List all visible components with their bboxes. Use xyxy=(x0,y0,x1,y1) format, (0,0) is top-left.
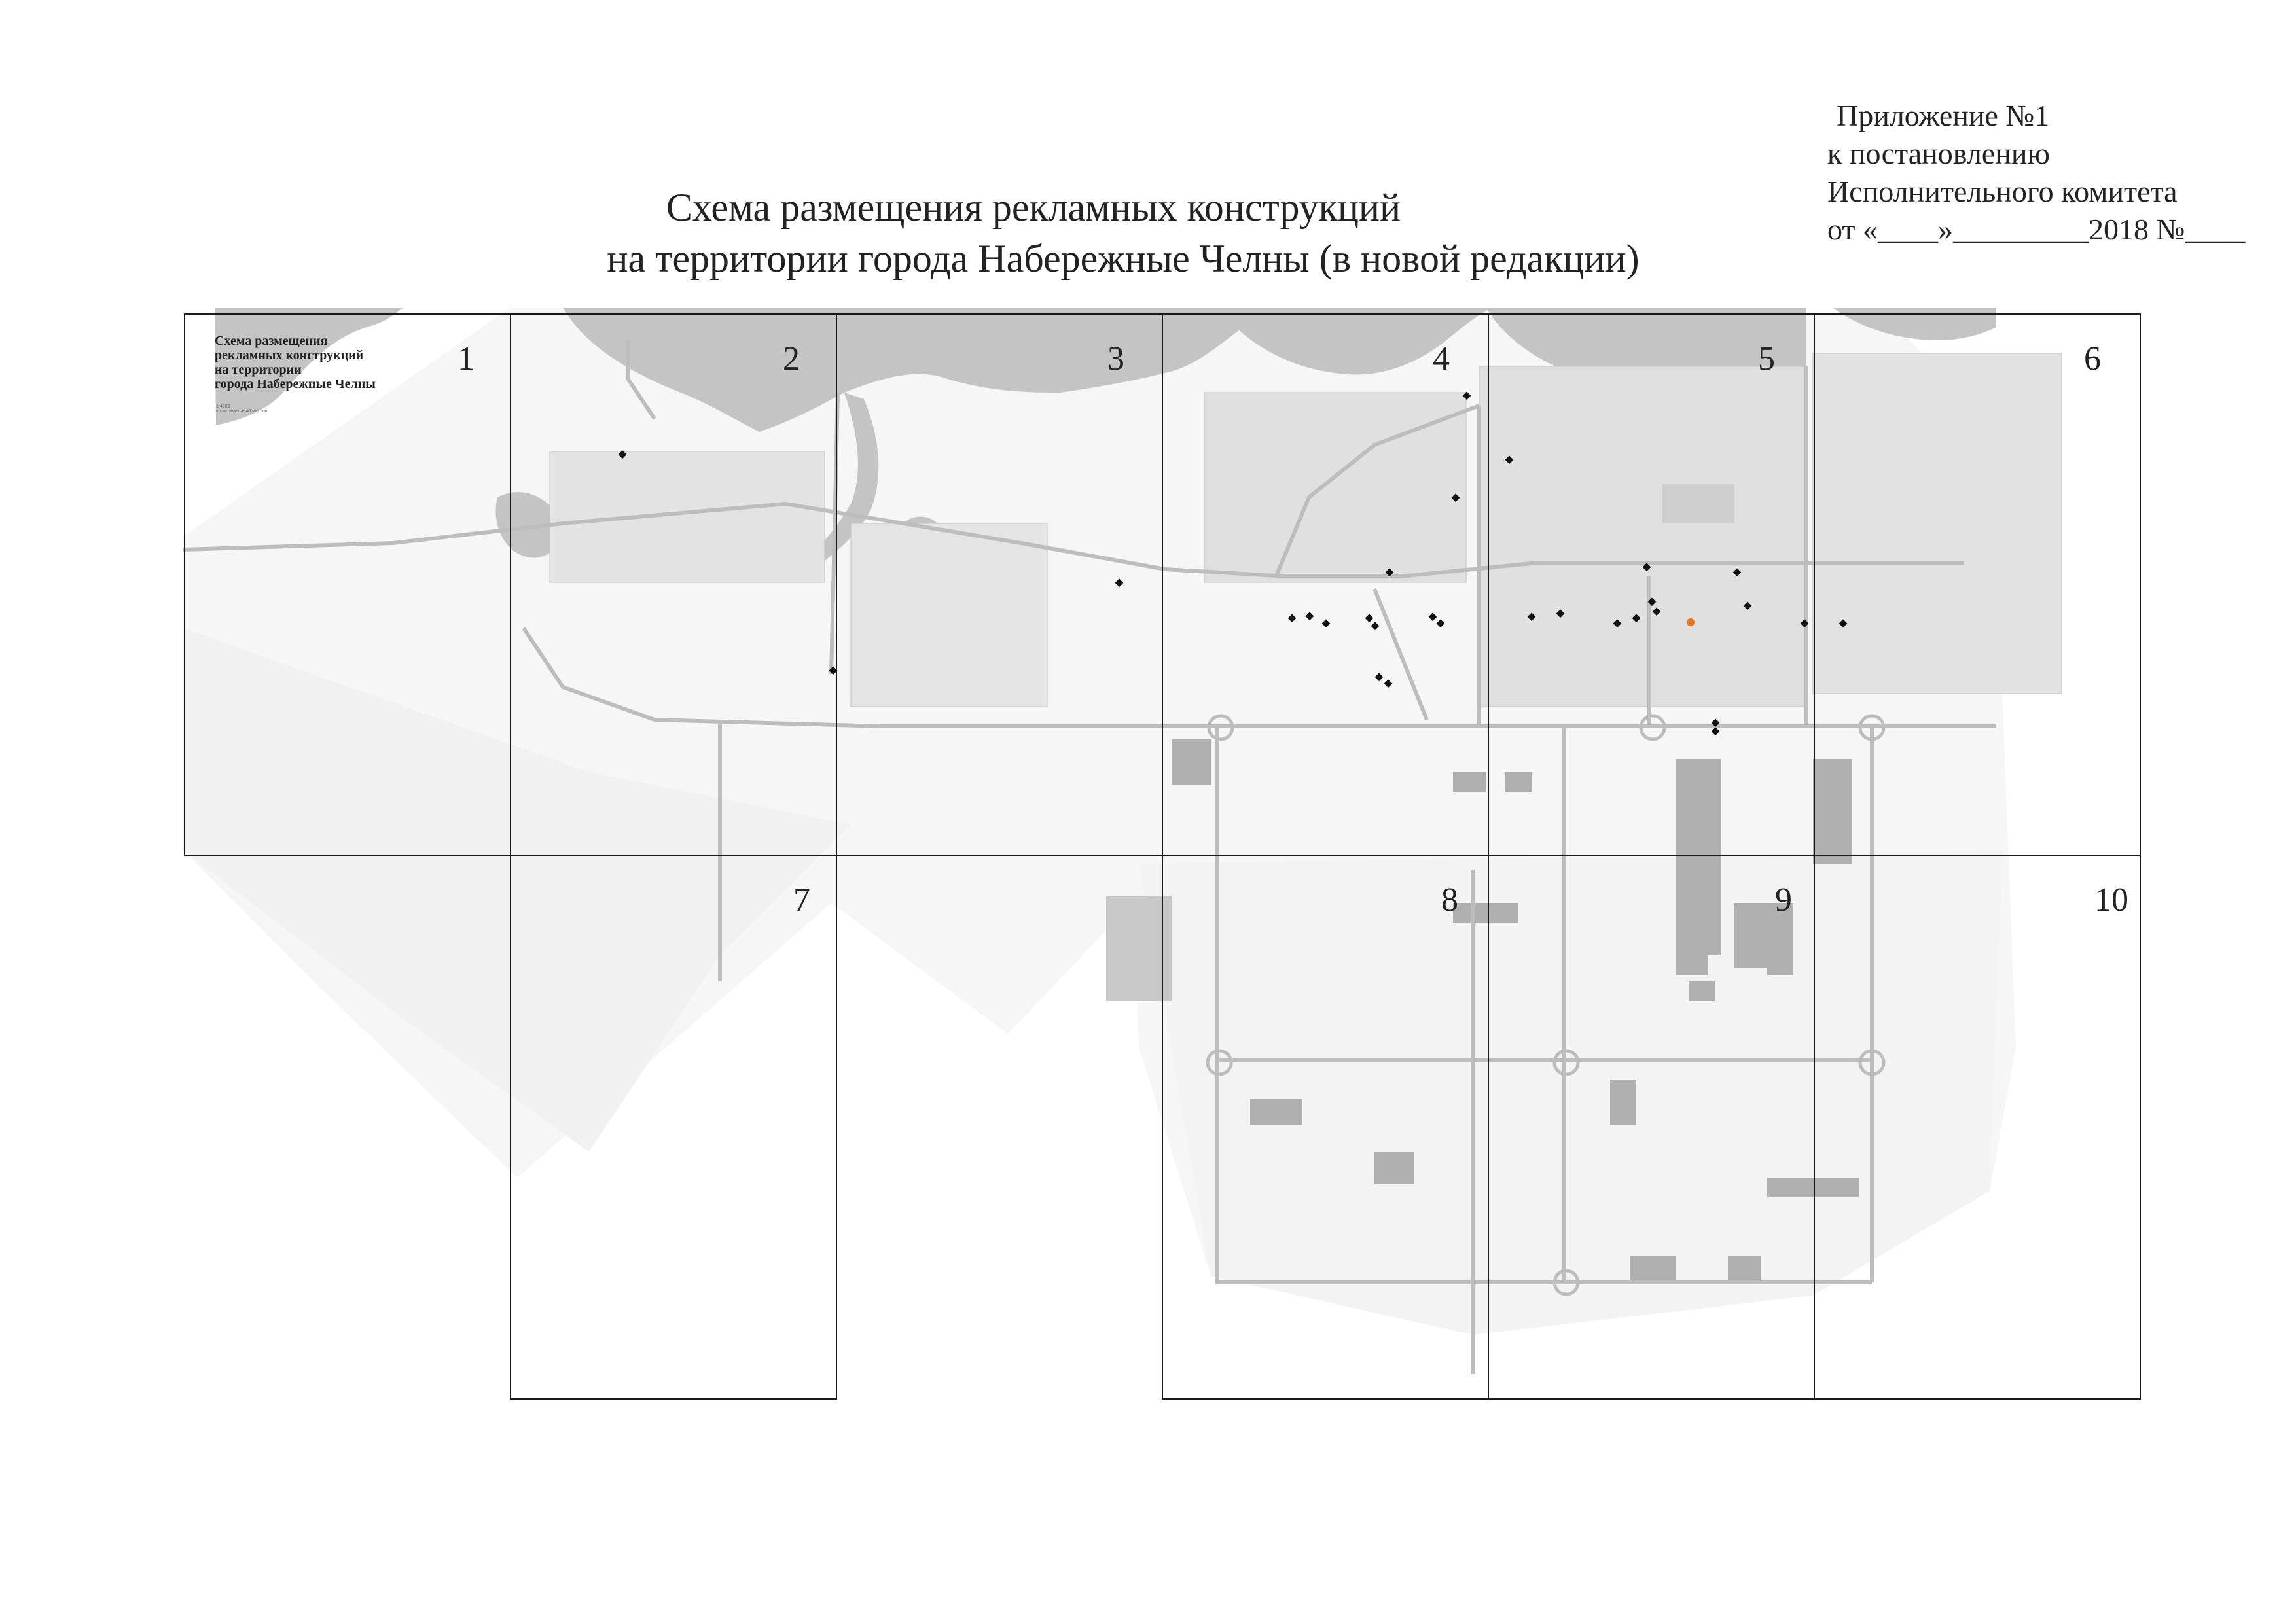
appendix-line-2: к постановлению xyxy=(1827,137,2050,170)
sheet-number-10: 10 xyxy=(2094,881,2128,919)
title-line-1: Схема размещения рекламных конструкций xyxy=(666,186,1401,229)
appendix-line-4: от «____»_________2018 №____ xyxy=(1827,213,2246,246)
sheet-number-4: 4 xyxy=(1433,340,1450,378)
inset-map-title xyxy=(215,334,424,391)
sheet-number-3: 3 xyxy=(1107,340,1124,378)
inset-scale xyxy=(216,404,267,414)
appendix-line-1: Приложение №1 xyxy=(1837,99,2050,132)
highlighted-marker xyxy=(1687,618,1695,626)
inset-scale-sub: в сантиметре 40 метров xyxy=(216,409,268,414)
inset-line-2: рекламных конструкций xyxy=(215,348,364,362)
inset-line-3: на территории xyxy=(215,362,302,377)
sheet-number-1: 1 xyxy=(457,340,475,378)
appendix-line-3: Исполнительного комитета xyxy=(1827,175,2178,208)
sheet-number-5: 5 xyxy=(1758,340,1775,378)
sheet-number-7: 7 xyxy=(793,881,810,919)
sheet-number-6: 6 xyxy=(2084,340,2101,378)
sheet-number-9: 9 xyxy=(1775,881,1792,919)
inset-line-1: Схема размещения xyxy=(215,334,328,348)
inset-line-4: города Набережные Челны xyxy=(215,377,376,391)
sheet-number-8: 8 xyxy=(1441,881,1458,919)
title-line-2: на территории города Набережные Челны (в новой редакции) xyxy=(607,237,1640,280)
sheet-number-2: 2 xyxy=(783,340,800,378)
inset-scale-ratio: 1:4000 xyxy=(216,404,230,409)
